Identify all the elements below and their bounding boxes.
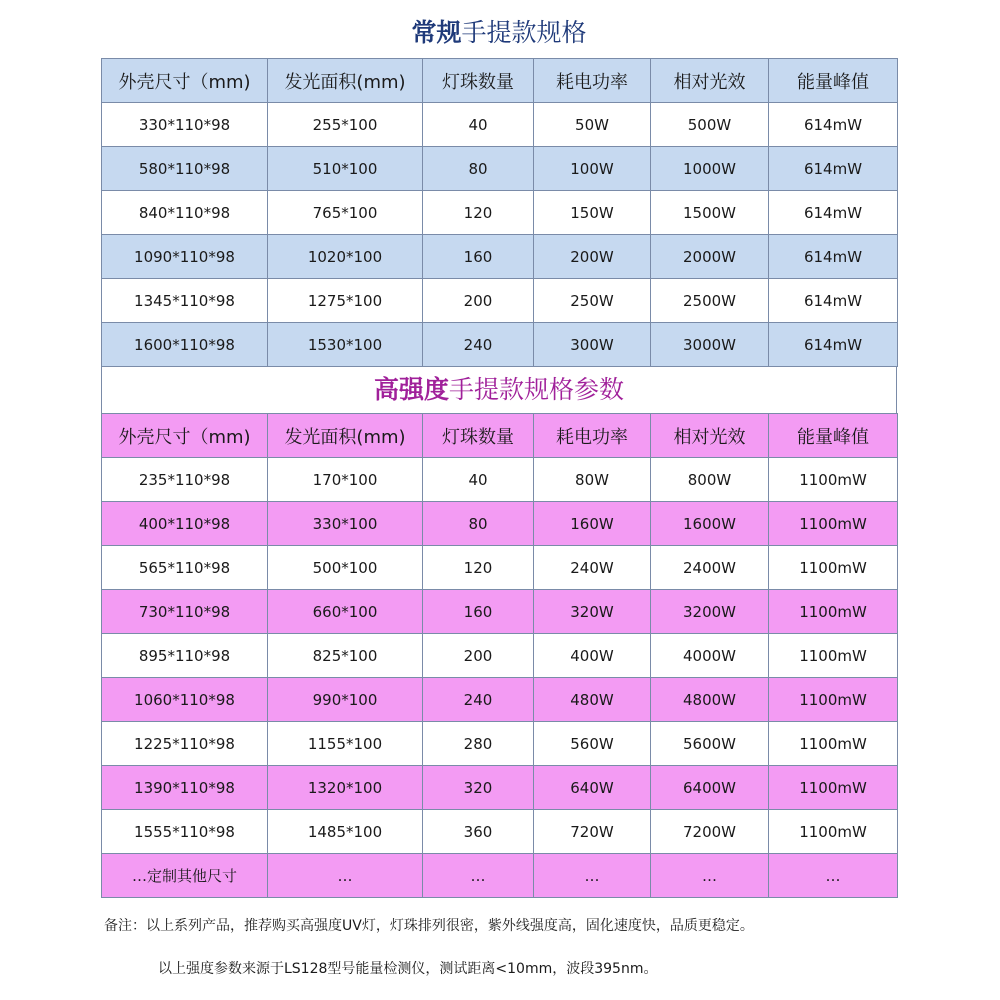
table-cell: 80 [423,147,534,191]
table-cell: 240 [423,323,534,367]
table-cell: 614mW [769,191,898,235]
table-cell: 50W [534,103,651,147]
table-cell: 1555*110*98 [102,810,268,854]
table-cell: 7200W [651,810,769,854]
table-cell: 200 [423,634,534,678]
table-cell: 1060*110*98 [102,678,268,722]
table-row [102,502,898,546]
section2-table [101,413,898,898]
table-cell: 400W [534,634,651,678]
table-cell: 614mW [769,235,898,279]
table-cell: 1100mW [769,722,898,766]
section1-table [101,58,898,367]
table-cell: 4000W [651,634,769,678]
table-cell: 360 [423,810,534,854]
table-row [102,279,898,323]
table-cell: … [423,854,534,898]
table-cell: 560W [534,722,651,766]
table-cell: 1485*100 [268,810,423,854]
table-cell: 1100mW [769,458,898,502]
table-row [102,235,898,279]
table-cell: 240W [534,546,651,590]
table-cell: 240 [423,678,534,722]
table-cell: 800W [651,458,769,502]
table-cell: 480W [534,678,651,722]
table-row [102,590,898,634]
column-header: 能量峰值 [769,414,898,458]
table-cell: 990*100 [268,678,423,722]
table-row [102,854,898,898]
table-cell: 614mW [769,103,898,147]
table-cell: 510*100 [268,147,423,191]
table-cell: 1390*110*98 [102,766,268,810]
table-cell: 280 [423,722,534,766]
column-header: 耗电功率 [534,414,651,458]
column-header: 灯珠数量 [423,414,534,458]
table-cell: 1530*100 [268,323,423,367]
column-header: 外壳尺寸（mm) [102,59,268,103]
table-cell: 1320*100 [268,766,423,810]
table-row [102,103,898,147]
table-cell: 300W [534,323,651,367]
table-cell: 40 [423,103,534,147]
header-row [102,59,898,103]
table-cell: 330*110*98 [102,103,268,147]
column-header: 相对光效 [651,414,769,458]
table-cell: 1100mW [769,502,898,546]
table-cell: 3200W [651,590,769,634]
table-cell: 100W [534,147,651,191]
table-cell: 500W [651,103,769,147]
table-row [102,722,898,766]
column-header: 耗电功率 [534,59,651,103]
section2-title-rest: 手提款规格参数 [449,375,625,404]
table-row [102,810,898,854]
table-cell: 235*110*98 [102,458,268,502]
table-cell: 1600W [651,502,769,546]
table-cell: 200W [534,235,651,279]
table-cell: 1275*100 [268,279,423,323]
table-cell: 3000W [651,323,769,367]
table-row [102,634,898,678]
table-cell: 500*100 [268,546,423,590]
table-cell: 1225*110*98 [102,722,268,766]
table-cell: 6400W [651,766,769,810]
table-cell: 120 [423,546,534,590]
section1-title-rest: 手提款规格 [461,18,587,47]
table-row [102,678,898,722]
table-cell: 1345*110*98 [102,279,268,323]
table-cell: 614mW [769,323,898,367]
table-row [102,323,898,367]
table-row [102,766,898,810]
section2-title [101,367,897,413]
table-cell: 614mW [769,147,898,191]
table-cell: 5600W [651,722,769,766]
table-cell: … [534,854,651,898]
table-cell: 160 [423,590,534,634]
table-cell: 320W [534,590,651,634]
table-row [102,546,898,590]
column-header: 相对光效 [651,59,769,103]
table-cell: 1155*100 [268,722,423,766]
table-cell: … [268,854,423,898]
table-cell: 400*110*98 [102,502,268,546]
table-cell: 250W [534,279,651,323]
table-cell: 614mW [769,279,898,323]
column-header: 能量峰值 [769,59,898,103]
table-cell: 1100mW [769,810,898,854]
table-cell: 1100mW [769,678,898,722]
spec-sheet [101,0,897,898]
table-cell: 660*100 [268,590,423,634]
table-cell: 40 [423,458,534,502]
table-row [102,458,898,502]
table-cell: 170*100 [268,458,423,502]
table-cell: … [769,854,898,898]
table-cell: 565*110*98 [102,546,268,590]
table-cell: … [651,854,769,898]
note-recommendation: 备注：以上系列产品，推荐购买高强度UV灯，灯珠排列很密，紫外线强度高，固化速度快，品质更稳定。 [104,918,754,934]
table-cell: 1100mW [769,634,898,678]
table-cell: …定制其他尺寸 [102,854,268,898]
table-cell: 640W [534,766,651,810]
table-cell: 825*100 [268,634,423,678]
table-cell: 4800W [651,678,769,722]
table-cell: 1100mW [769,590,898,634]
section1-title [101,0,897,58]
table-cell: 580*110*98 [102,147,268,191]
table-cell: 2400W [651,546,769,590]
table-cell: 1090*110*98 [102,235,268,279]
table-cell: 1100mW [769,546,898,590]
table-cell: 765*100 [268,191,423,235]
table-cell: 2500W [651,279,769,323]
table-cell: 895*110*98 [102,634,268,678]
table-cell: 1500W [651,191,769,235]
table-cell: 1020*100 [268,235,423,279]
table-cell: 160 [423,235,534,279]
table-cell: 80W [534,458,651,502]
column-header: 外壳尺寸（mm) [102,414,268,458]
table-row [102,147,898,191]
table-cell: 80 [423,502,534,546]
table-cell: 255*100 [268,103,423,147]
table-cell: 320 [423,766,534,810]
table-cell: 120 [423,191,534,235]
table-cell: 160W [534,502,651,546]
column-header: 灯珠数量 [423,59,534,103]
table-row [102,191,898,235]
table-cell: 730*110*98 [102,590,268,634]
table-cell: 1000W [651,147,769,191]
table-cell: 720W [534,810,651,854]
table-cell: 200 [423,279,534,323]
table-cell: 1100mW [769,766,898,810]
header-row [102,414,898,458]
table-cell: 840*110*98 [102,191,268,235]
column-header: 发光面积(mm) [268,414,423,458]
section2-title-bold: 高强度 [373,375,449,404]
table-cell: 2000W [651,235,769,279]
note-source: 以上强度参数来源于LS128型号能量检测仪，测试距离<10mm，波段395nm。 [158,961,658,977]
section1-title-bold: 常规 [411,18,462,47]
column-header: 发光面积(mm) [268,59,423,103]
table-cell: 1600*110*98 [102,323,268,367]
table-cell: 330*100 [268,502,423,546]
table-cell: 150W [534,191,651,235]
